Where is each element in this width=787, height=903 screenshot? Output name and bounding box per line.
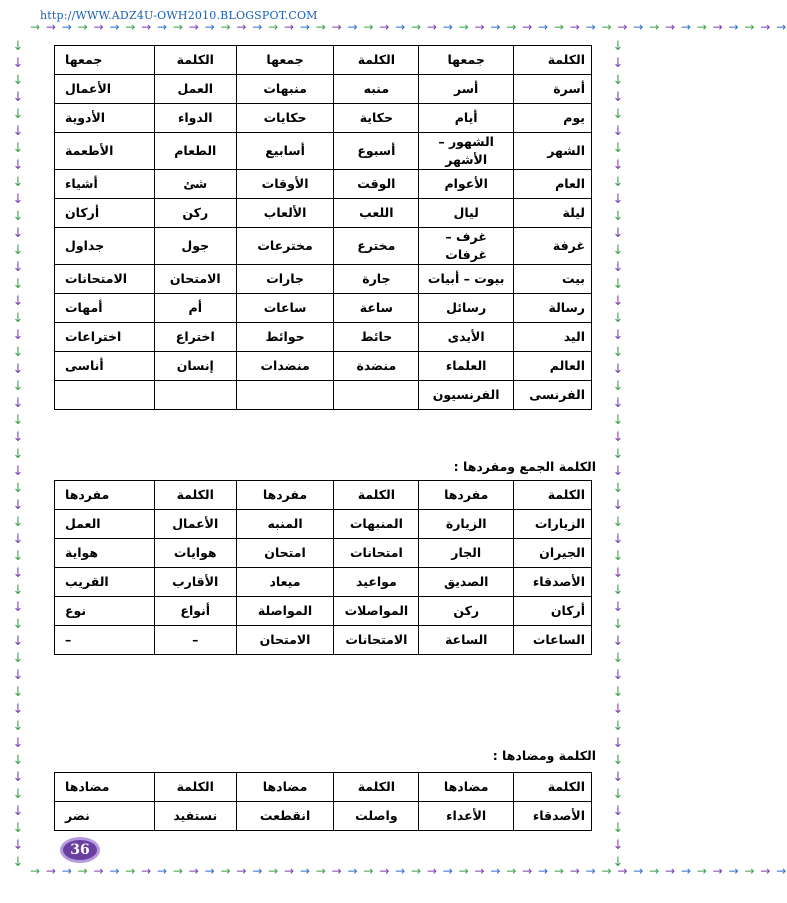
table-cell: الشهر (514, 133, 592, 170)
table-cell: العلماء (419, 352, 514, 381)
header-word: الكلمة (514, 481, 592, 510)
table-cell: امتحانات (334, 539, 419, 568)
header-singular: مفردها (55, 481, 155, 510)
table-cell: حكاية (334, 104, 419, 133)
table-cell: منضدات (236, 352, 334, 381)
table-cell: – (55, 626, 155, 655)
table-cell: هوايات (154, 539, 236, 568)
singular-caption: الكلمة الجمع ومفردها : (453, 459, 596, 474)
table-cell: الامتحانات (55, 265, 155, 294)
table-row (55, 568, 592, 597)
plurals-header-row (55, 46, 592, 75)
table-cell: الطعام (154, 133, 236, 170)
table-cell: العمل (55, 510, 155, 539)
table-row (55, 323, 592, 352)
table-cell: اختراعات (55, 323, 155, 352)
table-cell: أم (154, 294, 236, 323)
table-row (55, 510, 592, 539)
table-cell: ساعة (334, 294, 419, 323)
table-cell: الأعمال (55, 75, 155, 104)
header-word: الكلمة (334, 773, 419, 802)
table-cell: الساعات (514, 626, 592, 655)
table-cell: ساعات (236, 294, 334, 323)
table-cell: جداول (55, 228, 155, 265)
table-cell: الشهور – الأشهر (419, 133, 514, 170)
table-row (55, 626, 592, 655)
table-cell: نوع (55, 597, 155, 626)
table-row (55, 170, 592, 199)
table-row (55, 265, 592, 294)
decorative-border-bottom: → → → → → → → → → → → → → → → → → → → → → → → → → → → → → → → → → → → → → → → → → → → → → → → → (30, 864, 787, 878)
table-cell: العام (514, 170, 592, 199)
header-word: الكلمة (154, 773, 236, 802)
table-cell: بيوت – أبيات (419, 265, 514, 294)
table-cell: امتحان (236, 539, 334, 568)
table-cell: المواصلات (334, 597, 419, 626)
table-cell: الصديق (419, 568, 514, 597)
table-cell: اليد (514, 323, 592, 352)
table-cell: المواصلة (236, 597, 334, 626)
singular-table (54, 480, 592, 655)
table-cell: حكايات (236, 104, 334, 133)
header-plural: جمعها (55, 46, 155, 75)
table-cell (55, 381, 155, 410)
header-antonym: مضادها (236, 773, 334, 802)
table-cell: أسرة (514, 75, 592, 104)
table-cell: هواية (55, 539, 155, 568)
table-row (55, 199, 592, 228)
table-cell: الدواء (154, 104, 236, 133)
table-cell: شئ (154, 170, 236, 199)
table-cell: الأعداء (419, 802, 514, 831)
page-number-badge: 36 (60, 837, 100, 863)
table-cell: منبه (334, 75, 419, 104)
table-cell: المنبهات (334, 510, 419, 539)
header-word: الكلمة (514, 773, 592, 802)
header-antonym: مضادها (419, 773, 514, 802)
table-cell: الأصدقاء (514, 802, 592, 831)
table-cell: الأعوام (419, 170, 514, 199)
table-cell: مخترعات (236, 228, 334, 265)
table-cell: الامتحان (236, 626, 334, 655)
table-row (55, 133, 592, 170)
table-cell: أركان (514, 597, 592, 626)
table-cell: انقطعت (236, 802, 334, 831)
table-cell: مخترع (334, 228, 419, 265)
decorative-border-right: ↓ ↓ ↓ ↓ ↓ ↓ ↓ ↓ ↓ ↓ ↓ ↓ ↓ ↓ ↓ ↓ ↓ ↓ ↓ ↓ ↓ ↓ ↓ ↓ ↓ ↓ ↓ ↓ ↓ ↓ ↓ ↓ ↓ ↓ ↓ ↓ ↓ ↓ ↓ ↓ ↓ ↓ ↓ ↓ ↓ ↓ ↓ ↓ ↓ (612, 39, 624, 870)
antonym-caption: الكلمة ومضادها : (492, 748, 596, 763)
table-cell: ليلة (514, 199, 592, 228)
table-cell: الأقارب (154, 568, 236, 597)
header-word: الكلمة (154, 46, 236, 75)
table-cell: الفرنسى (514, 381, 592, 410)
table-cell: غرفة (514, 228, 592, 265)
table-cell: ركن (419, 597, 514, 626)
table-cell: منبهات (236, 75, 334, 104)
table-row (55, 381, 592, 410)
table-cell: أيام (419, 104, 514, 133)
table-cell: العمل (154, 75, 236, 104)
table-cell: إنسان (154, 352, 236, 381)
table-row (55, 802, 592, 831)
table-cell: جول (154, 228, 236, 265)
table-cell: الزيارة (419, 510, 514, 539)
table-cell: أسبوع (334, 133, 419, 170)
table-cell (334, 381, 419, 410)
table-cell: أناسى (55, 352, 155, 381)
table-cell: غرف – غرفات (419, 228, 514, 265)
table-cell: الفرنسيون (419, 381, 514, 410)
table-cell: حوائط (236, 323, 334, 352)
table-cell: بيت (514, 265, 592, 294)
table-cell: أسابيع (236, 133, 334, 170)
table-cell: الوقت (334, 170, 419, 199)
decorative-border-left: ↓ ↓ ↓ ↓ ↓ ↓ ↓ ↓ ↓ ↓ ↓ ↓ ↓ ↓ ↓ ↓ ↓ ↓ ↓ ↓ ↓ ↓ ↓ ↓ ↓ ↓ ↓ ↓ ↓ ↓ ↓ ↓ ↓ ↓ ↓ ↓ ↓ ↓ ↓ ↓ ↓ ↓ ↓ ↓ ↓ ↓ ↓ ↓ ↓ (12, 39, 24, 870)
antonym-table (54, 772, 592, 831)
table-cell (154, 381, 236, 410)
table-cell (236, 381, 334, 410)
table-cell: ميعاد (236, 568, 334, 597)
table-cell: جارة (334, 265, 419, 294)
header-singular: مفردها (236, 481, 334, 510)
table-row (55, 294, 592, 323)
table-row (55, 228, 592, 265)
table-cell: الأصدقاء (514, 568, 592, 597)
table-cell: يوم (514, 104, 592, 133)
singular-header-row (55, 481, 592, 510)
table-cell: الألعاب (236, 199, 334, 228)
table-cell: المنبه (236, 510, 334, 539)
table-cell: أمهات (55, 294, 155, 323)
table-cell: نستفيد (154, 802, 236, 831)
table-cell: الجيران (514, 539, 592, 568)
table-cell: رسائل (419, 294, 514, 323)
table-cell: أركان (55, 199, 155, 228)
table-cell: أسر (419, 75, 514, 104)
table-cell: الأطعمة (55, 133, 155, 170)
table-cell: الأوقات (236, 170, 334, 199)
table-cell: مواعيد (334, 568, 419, 597)
table-cell: اختراع (154, 323, 236, 352)
table-cell: العالم (514, 352, 592, 381)
table-cell: الامتحانات (334, 626, 419, 655)
plurals-table (54, 45, 592, 410)
table-cell: ركن (154, 199, 236, 228)
table-cell: الامتحان (154, 265, 236, 294)
table-cell: نضر (55, 802, 155, 831)
header-plural: جمعها (236, 46, 334, 75)
header-word: الكلمة (334, 46, 419, 75)
table-cell: اللعب (334, 199, 419, 228)
table-cell: منضدة (334, 352, 419, 381)
table-row (55, 539, 592, 568)
table-cell: ليال (419, 199, 514, 228)
header-word: الكلمة (514, 46, 592, 75)
table-cell: جارات (236, 265, 334, 294)
table-row (55, 352, 592, 381)
table-cell: الأيدى (419, 323, 514, 352)
table-cell: حائط (334, 323, 419, 352)
blog-url[interactable]: http://WWW.ADZ4U-OWH2010.BLOGSPOT.COM (40, 9, 318, 22)
table-row (55, 104, 592, 133)
header-word: الكلمة (334, 481, 419, 510)
table-cell: رسالة (514, 294, 592, 323)
table-row (55, 597, 592, 626)
header-singular: مفردها (419, 481, 514, 510)
table-row (55, 75, 592, 104)
header-antonym: مضادها (55, 773, 155, 802)
table-cell: القريب (55, 568, 155, 597)
header-plural: جمعها (419, 46, 514, 75)
table-cell: الأعمال (154, 510, 236, 539)
table-cell: الساعة (419, 626, 514, 655)
table-cell: واصلت (334, 802, 419, 831)
header-word: الكلمة (154, 481, 236, 510)
decorative-border-top: → → → → → → → → → → → → → → → → → → → → → → → → → → → → → → → → → → → → → → → → → → → → → → → → (30, 20, 787, 34)
table-cell: الزيارات (514, 510, 592, 539)
table-cell: الأدوية (55, 104, 155, 133)
antonym-header-row (55, 773, 592, 802)
table-cell: الجار (419, 539, 514, 568)
table-cell: – (154, 626, 236, 655)
table-cell: أنواع (154, 597, 236, 626)
table-cell: أشياء (55, 170, 155, 199)
